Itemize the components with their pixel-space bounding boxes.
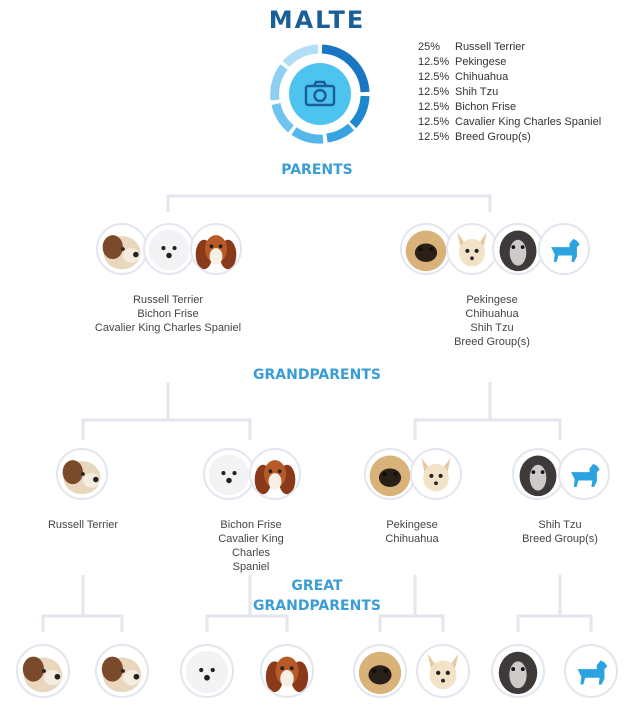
composition-row: 12.5% Bichon Frise <box>418 101 517 113</box>
shih-tzu-photo <box>492 223 544 275</box>
pekingese-photo <box>400 223 452 275</box>
parents-heading: PARENTS <box>281 162 353 178</box>
great-grandparents-heading-line2: GRANDPARENTS <box>253 598 381 614</box>
grandparents-heading: GRANDPARENTS <box>253 367 381 383</box>
breed-composition-list <box>418 40 601 145</box>
breed-group-dog-icon <box>558 448 610 500</box>
camera-icon <box>304 80 336 108</box>
chihuahua-photo <box>410 448 462 500</box>
grandparent-1-breeds: Russell Terrier <box>47 519 119 531</box>
composition-row: 12.5% Cavalier King Charles Spaniel <box>418 116 602 128</box>
shih-tzu-photo <box>491 644 545 698</box>
grandparent-2-breeds: Bichon Frise Cavalier King Charles Spaniel <box>218 519 284 573</box>
russell-terrier-photo <box>95 644 149 698</box>
composition-row: 12.5% Pekingese <box>418 56 507 68</box>
bichon-frise-photo <box>143 223 195 275</box>
composition-row: 12.5% Shih Tzu <box>418 86 499 98</box>
cavalier-king-charles-spaniel-photo <box>249 448 301 500</box>
parent-1-breeds: Russell Terrier Bichon Frise Cavalier King Charles Spaniel <box>94 294 242 334</box>
dog-name-title: MALTE <box>268 6 366 34</box>
composition-row: 12.5% Breed Group(s) <box>418 131 531 143</box>
cavalier-king-charles-spaniel-photo <box>260 644 314 698</box>
bichon-frise-photo <box>203 448 255 500</box>
breed-group-dog-icon <box>564 644 618 698</box>
composition-donut <box>270 44 370 144</box>
russell-terrier-photo <box>56 448 108 500</box>
chihuahua-photo <box>416 644 470 698</box>
russell-terrier-photo <box>96 223 148 275</box>
chihuahua-photo <box>446 223 498 275</box>
shih-tzu-photo <box>512 448 564 500</box>
composition-row: 12.5% Chihuahua <box>418 71 509 83</box>
breed-group-dog-icon <box>538 223 590 275</box>
grandparent-3-breeds: Pekingese Chihuahua <box>385 519 439 545</box>
composition-row: 25% Russell Terrier <box>418 41 526 53</box>
russell-terrier-photo <box>16 644 70 698</box>
great-grandparents-heading-line1: GREAT <box>291 578 343 594</box>
bichon-frise-photo <box>180 644 234 698</box>
grandparent-4-breeds: Shih Tzu Breed Group(s) <box>522 519 598 545</box>
pekingese-photo <box>364 448 416 500</box>
cavalier-king-charles-spaniel-photo <box>190 223 242 275</box>
pekingese-photo <box>353 644 407 698</box>
parent-2-breeds: Pekingese Chihuahua Shih Tzu Breed Group(s) <box>454 294 530 348</box>
